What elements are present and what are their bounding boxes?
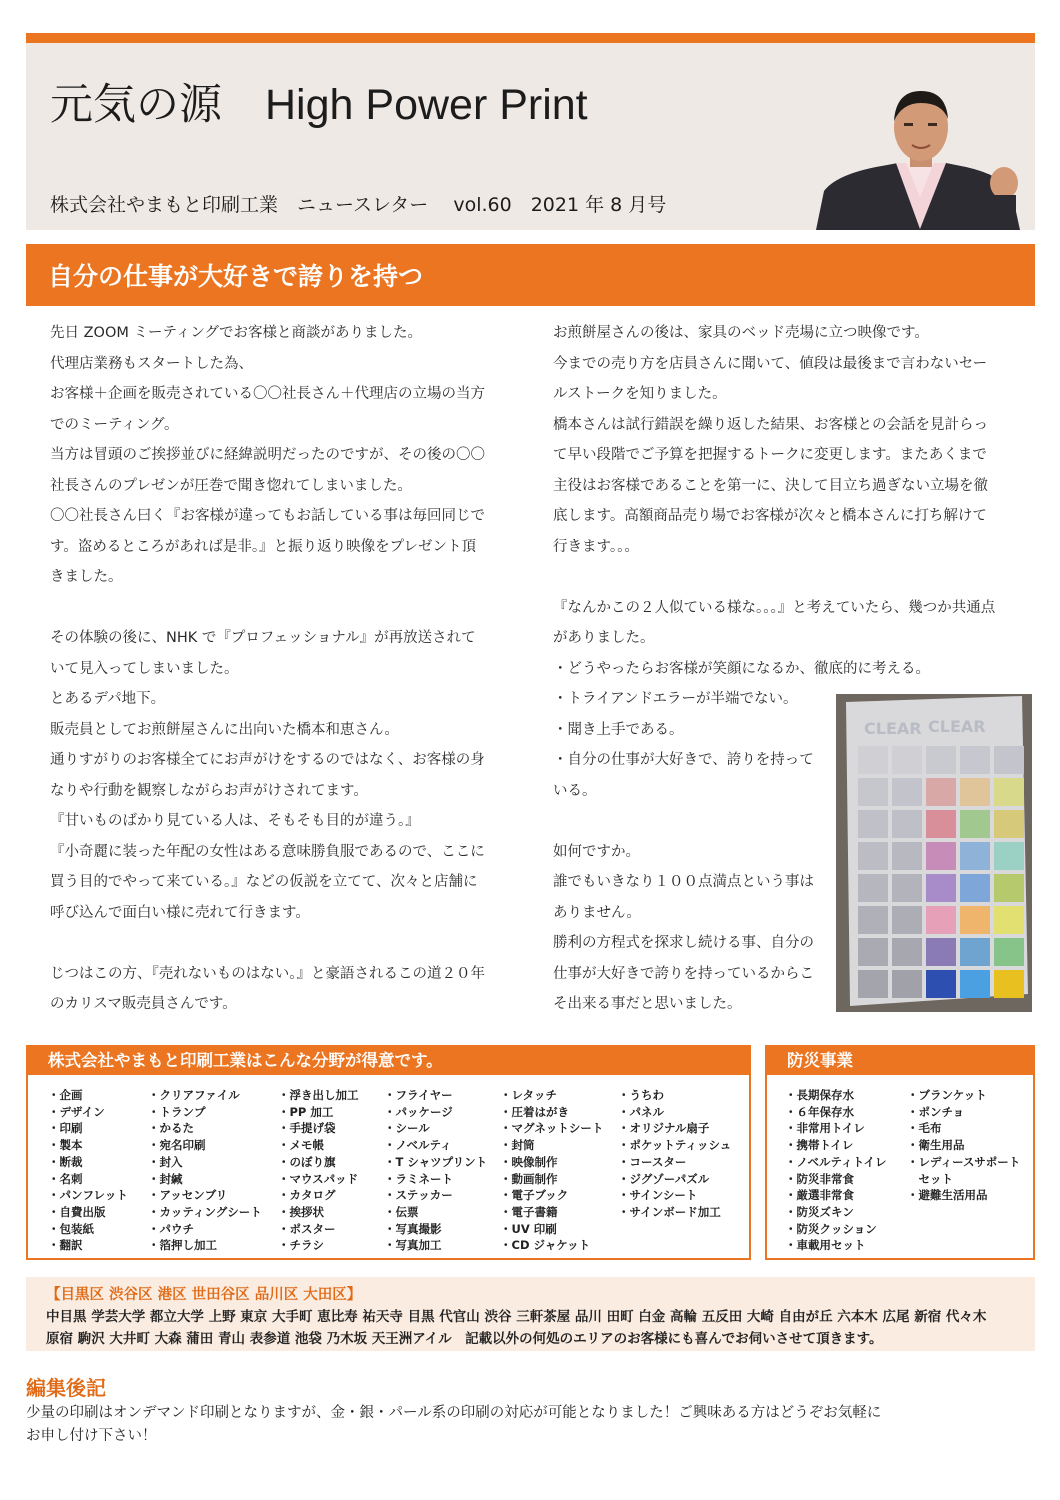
service-item: ・CD ジャケット	[500, 1238, 591, 1253]
article-line: 如何ですか。	[553, 843, 640, 860]
article-line: 今までの売り方を店員さんに聞いて、値段は最後まで言わないセー	[553, 355, 988, 372]
services-column	[278, 1087, 359, 1254]
color-swatch	[994, 778, 1024, 806]
service-item: ・のぼり旗	[278, 1154, 336, 1169]
color-swatch	[994, 906, 1024, 934]
article-line: ルストークを知りました。	[553, 386, 727, 402]
afterword-text	[26, 1402, 1035, 1448]
article-line: ・聞き上手である。	[553, 721, 684, 738]
color-swatch	[892, 810, 922, 838]
disaster-item: ・ポンチョ	[907, 1104, 965, 1119]
service-item: ・断裁	[48, 1154, 83, 1169]
article-line: 主役はお客様であることを第一に、決して目立ち過ぎない立場を徹	[553, 477, 988, 494]
article-line: のカリスマ販売員さんです。	[50, 996, 237, 1012]
disaster-item: ・車載用セット	[785, 1238, 866, 1253]
article-line: 販売員としてお煎餅屋さんに出向いた橋本和恵さん。	[50, 721, 399, 738]
article-line: す。盗めるところがあれば是非。』と振り返り映像をプレゼント頂	[50, 538, 477, 555]
service-item: ・マウスパッド	[278, 1171, 359, 1186]
service-item: ・デザイン	[48, 1104, 105, 1119]
article-line: 当方は冒頭のご挨拶並びに経緯説明だったのですが、その後の〇〇	[50, 447, 485, 463]
article-line	[50, 928, 520, 959]
color-swatch	[858, 874, 888, 902]
service-item: ・オリジナル扇子	[618, 1121, 710, 1136]
services-column	[500, 1087, 603, 1254]
disaster-column	[785, 1087, 887, 1254]
article-line: 底します。高額商品売り場でお客様が次々と橋本さんに打ち解けて	[553, 508, 987, 524]
service-item: ・ジグゾーパズル	[618, 1171, 710, 1186]
color-swatch	[892, 842, 922, 870]
service-item: ・封入	[148, 1154, 183, 1169]
service-item: ・パウチ	[148, 1221, 194, 1236]
color-swatch	[994, 746, 1024, 774]
service-item: ・手提げ袋	[278, 1121, 336, 1136]
article-line: 『甘いものばかり見ている人は、そもそも目的が違う。』	[50, 813, 420, 829]
service-item: ・名刺	[48, 1171, 83, 1186]
article-line: 橋本さんは試行錯誤を繰り返した結果、お客様との会話を見計らっ	[553, 416, 988, 433]
disaster-item: ・防災クッション	[785, 1221, 877, 1236]
article-line: ・自分の仕事が大好きで、誇りを持って	[553, 752, 814, 768]
color-swatch	[858, 810, 888, 838]
newsletter-subtitle: 株式会社やまもと印刷工業 ニュースレター vol.60 2021 年 8 月号	[50, 194, 667, 216]
color-swatch	[892, 906, 922, 934]
color-swatch	[926, 746, 956, 774]
service-item: ・ラミネート	[384, 1171, 453, 1186]
article-line: 買う目的でやって来ている。』などの仮説を立てて、次々と店舗に	[50, 874, 478, 890]
article-line: がありました。	[553, 630, 655, 646]
service-item: ・写真加工	[384, 1238, 442, 1253]
color-swatch-photo	[836, 694, 1032, 1012]
service-item: ・自費出版	[48, 1204, 106, 1219]
service-item: ・UV 印刷	[500, 1221, 557, 1236]
service-item: ・電子書籍	[500, 1204, 558, 1219]
article-line: 代理店業務もスタートした為、	[50, 355, 253, 372]
service-item: ・ポケットティッシュ	[618, 1138, 732, 1153]
article-line: なりや行動を観察しながらお声がけされてます。	[50, 782, 368, 799]
disaster-item: ・非常用トイレ	[785, 1121, 865, 1136]
service-item: ・浮き出し加工	[278, 1088, 359, 1102]
services-title: 株式会社やまもと印刷工業はこんな分野が得意です。	[28, 1047, 749, 1075]
service-item: ・T シャツプリント	[384, 1154, 488, 1169]
disaster-item: ・ブランケット	[907, 1088, 987, 1102]
service-item: ・チラシ	[278, 1238, 324, 1253]
afterword-line: お申し付け下さい！	[26, 1428, 157, 1444]
service-item: ・メモ帳	[278, 1138, 324, 1153]
service-item: ・箔押し加工	[148, 1238, 217, 1253]
article-headline-bar	[26, 244, 1035, 306]
services-box	[26, 1045, 751, 1260]
color-swatch	[926, 874, 956, 902]
service-item: ・かるた	[148, 1121, 194, 1136]
service-item: ・サインボード加工	[618, 1204, 721, 1219]
color-swatch	[858, 746, 888, 774]
article-line: とあるデパ地下。	[50, 691, 166, 707]
service-item: ・レタッチ	[500, 1088, 558, 1102]
color-swatch	[892, 970, 922, 998]
color-swatch	[960, 970, 990, 998]
service-item: ・パッケージ	[384, 1104, 453, 1119]
top-accent-bar	[26, 33, 1035, 43]
article-line: お客様＋企画を販売されている〇〇社長さん＋代理店の立場の当方	[50, 386, 485, 402]
service-item: ・挨拶状	[278, 1204, 324, 1219]
service-area-box	[26, 1277, 1035, 1351]
article-line	[50, 593, 520, 624]
services-column	[148, 1087, 262, 1254]
color-swatch	[994, 970, 1024, 998]
color-swatch	[960, 842, 990, 870]
service-item: ・翻訳	[48, 1238, 83, 1253]
service-area-title: 【目黒区 渋谷区 港区 世田谷区 品川区 大田区】	[46, 1287, 362, 1303]
disaster-item: ・厳選非常食	[785, 1188, 854, 1203]
color-swatch	[994, 938, 1024, 966]
article-line: ・トライアンドエラーが半端でない。	[553, 691, 798, 707]
service-item: ・ノベルティ	[384, 1138, 452, 1153]
article-headline: 自分の仕事が大好きで誇りを持つ	[48, 262, 424, 291]
color-swatch	[960, 778, 990, 806]
article-line: そ出来る事だと思いました。	[553, 996, 742, 1012]
service-item: ・フライヤー	[384, 1088, 453, 1102]
service-item: ・コースター	[618, 1154, 687, 1169]
color-swatch	[994, 810, 1024, 838]
color-swatch	[892, 874, 922, 902]
swatch-brand-label: CLEAR	[928, 717, 986, 736]
article-line: 社長さんのプレゼンが圧巻で聞き惚れてしまいました。	[50, 477, 412, 494]
article-line: 『なんかこの２人似ている様な。。。』と考えていたら、幾つか共通点	[553, 599, 996, 616]
color-swatch	[892, 938, 922, 966]
disaster-title: 防災事業	[767, 1047, 1033, 1075]
article-line: て早い段階でご予算を把握するトークに変更します。またあくまで	[553, 447, 987, 463]
color-swatch	[960, 746, 990, 774]
service-item: ・宛名印刷	[148, 1138, 206, 1153]
service-item: ・クリアファイル	[148, 1088, 240, 1102]
article-line: 仕事が大好きで誇りを持っているからこ	[553, 965, 814, 982]
article-line: じつはこの方、『売れないものはない。』と豪語されるこの道２０年	[50, 965, 485, 982]
disaster-item: セット	[907, 1171, 953, 1186]
article-line: 勝利の方程式を探求し続ける事、自分の	[553, 935, 814, 951]
color-swatch	[858, 938, 888, 966]
swatch-brand-label: CLEAR	[864, 719, 922, 738]
service-item: ・アッセンブリ	[148, 1188, 228, 1203]
disaster-item: ・防災ズキン	[785, 1204, 854, 1219]
article-line: いて見入ってしまいました。	[50, 660, 239, 677]
article-line: 通りすがりのお客様全てにお声がけをするのではなく、お客様の身	[50, 752, 485, 768]
service-item: ・トランプ	[148, 1104, 206, 1119]
article-line: 誰でもいきなり１００点満点という事は	[553, 874, 814, 890]
service-item: ・パンフレット	[48, 1188, 128, 1203]
disaster-item: ・６年保存水	[785, 1104, 854, 1119]
color-swatch	[994, 842, 1024, 870]
color-swatch	[994, 874, 1024, 902]
service-item: ・マグネットシート	[500, 1121, 604, 1136]
service-item: ・動画制作	[500, 1171, 558, 1186]
afterword-title: 編集後記	[26, 1376, 106, 1400]
service-item: ・ポスター	[278, 1221, 336, 1236]
color-swatch	[858, 842, 888, 870]
service-item: ・企画	[48, 1088, 83, 1102]
color-swatch	[960, 874, 990, 902]
disaster-item: ・避難生活用品	[907, 1188, 988, 1203]
article-line: お煎餅屋さんの後は、家具のベッド売場に立つ映像です。	[553, 325, 929, 341]
service-area-line: 中目黒 学芸大学 都立大学 上野 東京 大手町 恵比寿 祐天寺 目黒 代官山 渋谷 三軒茶屋 品川 田町 白金 高輪 五反田 大崎 自由が丘 六本木 広尾 新宿 代々木	[46, 1309, 987, 1325]
article-line: 呼び込んで面白い様に売れて行きます。	[50, 904, 310, 921]
color-swatch	[858, 970, 888, 998]
service-item: ・伝票	[384, 1204, 419, 1219]
color-swatch	[926, 810, 956, 838]
disaster-item: ・衛生用品	[907, 1138, 965, 1153]
disaster-item: ・防災非常食	[785, 1171, 854, 1186]
color-swatch	[892, 778, 922, 806]
service-item: ・封筒	[500, 1138, 535, 1153]
service-item: ・映像制作	[500, 1154, 558, 1169]
color-swatch	[926, 938, 956, 966]
service-item: ・カッティングシート	[148, 1204, 262, 1219]
service-item: ・うちわ	[618, 1088, 664, 1102]
service-item: ・シール	[384, 1121, 430, 1136]
article-line: きました。	[50, 569, 123, 585]
services-column	[618, 1087, 731, 1221]
afterword-line: 少量の印刷はオンデマンド印刷となりますが、金・銀・パール系の印刷の対応が可能となりました！ご興味ある方はどうぞお気軽に	[26, 1405, 882, 1421]
service-item: ・PP 加工	[278, 1104, 334, 1119]
article-line: 行きます。。。	[553, 538, 639, 555]
service-item: ・ステッカー	[384, 1188, 453, 1203]
disaster-item: ・ノベルティトイレ	[785, 1154, 887, 1169]
color-swatch	[858, 778, 888, 806]
article-line	[553, 562, 1023, 593]
article-line: でのミーティング。	[50, 416, 179, 433]
services-column	[384, 1087, 487, 1254]
service-item: ・サインシート	[618, 1188, 698, 1203]
service-item: ・カタログ	[278, 1188, 336, 1203]
service-item: ・印刷	[48, 1121, 83, 1136]
article-line: 〇〇社長さん曰く『お客様が違ってもお話している事は毎回同じで	[50, 508, 485, 524]
service-area-line: 原宿 駒沢 大井町 大森 蒲田 青山 表参道 池袋 乃木坂 天王洲アイル 記載以外の何処のエリアのお客様にも喜んでお伺いさせて頂きます。	[46, 1331, 883, 1347]
president-portrait	[806, 79, 1035, 230]
article-line: ありません。	[553, 904, 641, 921]
newsletter-title: 元気の源 High Power Print	[50, 81, 588, 129]
article-line: 『小奇麗に装った年配の女性はある意味勝負服であるので、ここに	[50, 843, 485, 860]
article-line: いる。	[553, 782, 597, 799]
color-swatch	[926, 778, 956, 806]
color-swatch	[926, 906, 956, 934]
disaster-item: ・毛布	[907, 1121, 942, 1136]
disaster-box	[765, 1045, 1035, 1260]
disaster-item: ・長期保存水	[785, 1088, 854, 1102]
article-line: 先日 ZOOM ミーティングでお客様と商談がありました。	[50, 325, 423, 341]
color-swatch	[892, 746, 922, 774]
article-line: ・どうやったらお客様が笑顔になるか、徹底的に考える。	[553, 660, 930, 677]
color-swatch	[960, 938, 990, 966]
service-item: ・電子ブック	[500, 1188, 569, 1203]
service-item: ・製本	[48, 1138, 83, 1153]
color-swatch	[960, 906, 990, 934]
newsletter-header	[26, 43, 1035, 230]
service-item: ・包装紙	[48, 1221, 94, 1236]
service-item: ・写真撮影	[384, 1221, 442, 1236]
disaster-item: ・レディースサポート	[907, 1154, 1021, 1169]
service-item: ・パネル	[618, 1104, 664, 1119]
color-swatch	[926, 842, 956, 870]
color-swatch	[960, 810, 990, 838]
article-left-column	[50, 318, 520, 1020]
article-line: その体験の後に、NHK で『プロフェッショナル』が再放送されて	[50, 630, 476, 646]
color-swatch	[858, 906, 888, 934]
services-column	[48, 1087, 128, 1254]
color-swatch	[926, 970, 956, 998]
service-item: ・封緘	[148, 1171, 183, 1186]
service-item: ・圧着はがき	[500, 1104, 569, 1119]
disaster-column	[907, 1087, 1020, 1204]
disaster-item: ・携帯トイレ	[785, 1138, 854, 1153]
